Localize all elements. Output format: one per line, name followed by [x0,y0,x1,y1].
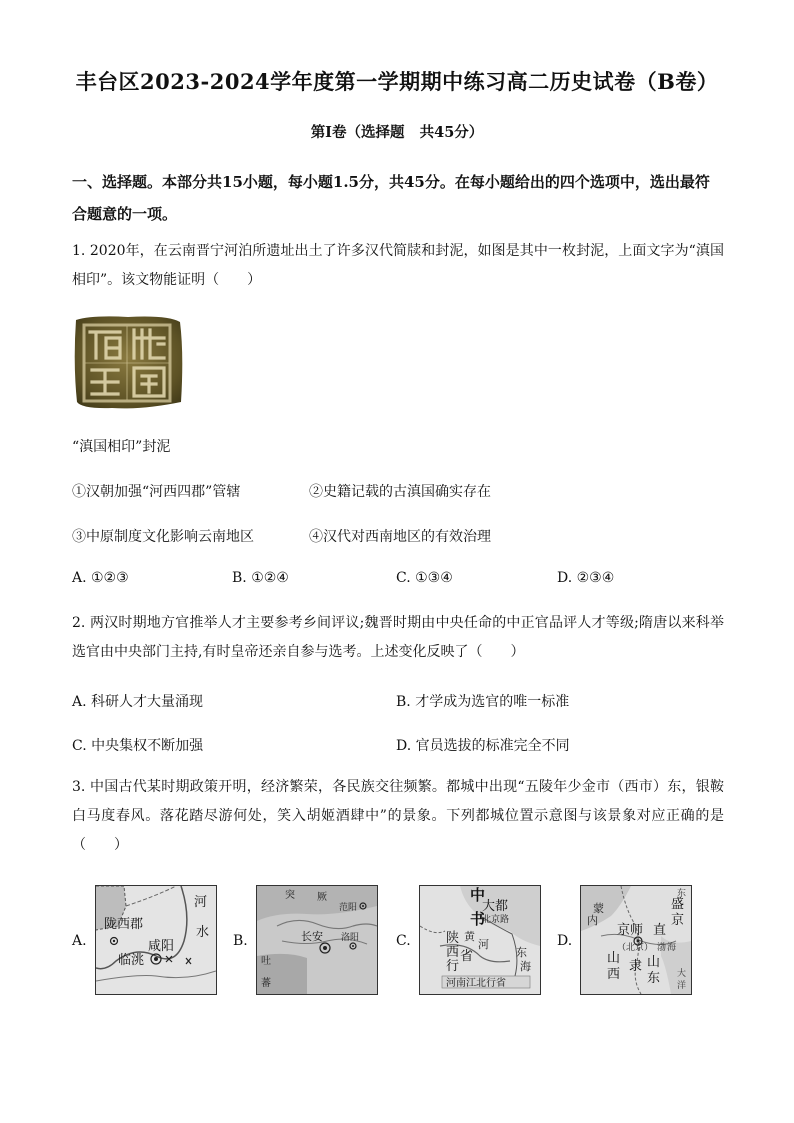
map-d-label: 山 [647,954,661,969]
map-d-label: 西 [607,966,621,981]
map-c-label: 北京路 [482,914,510,924]
map-option-d[interactable] [580,885,692,995]
map-a-label: 陇西郡 [104,916,144,931]
q2-option-b[interactable]: B. 才学成为选官的唯一标准 [396,694,570,710]
map-b-label: 吐 [261,956,271,967]
map-c-label: 西 [446,944,460,959]
question-1-stem: 1. 2020年，在云南晋宁河泊所遗址出土了许多汉代简牍和封泥，如图是其中一枚封泥，上面文字为“滇国相印”。该文物能证明（ ） [72,243,724,288]
map-d-label: 大 [677,968,687,978]
q1-statement-4: ④汉代对西南地区的有效治理 [309,529,491,545]
map-c-label: 行 [446,958,460,973]
map-c-label: 中 [470,887,486,904]
map-c-label: 陕 [446,930,460,945]
map-d-label: 隶 [629,958,643,973]
map-c-label: 大都 [482,898,509,913]
map-b-label: 突 [285,890,295,901]
map-d-label: 京师 [617,922,644,937]
seal-image [72,314,184,411]
map-option-b[interactable] [256,885,378,995]
q3-option-a-letter[interactable]: A. [72,933,87,949]
map-b-label: 长安 [301,931,323,943]
question-2-stem: 2. 两汉时期地方官推举人才主要参考乡间评议;魏晋时期由中央任命的中正官品评人才等级;隋唐以来科举选官由中央部门主持,有时皇帝还亲自参与选考。上述变化反映了（ ） [72,615,724,660]
map-d-label: 渤 [657,942,667,952]
q1-option-b[interactable]: B. ①②④ [232,570,289,586]
q2-option-c[interactable]: C. 中央集权不断加强 [72,738,204,754]
map-d-label: 直 [653,922,667,937]
section-subtitle: 第I卷（选择题 共45分） [310,124,484,141]
q3-option-d-letter[interactable]: D. [557,933,573,949]
map-b-label: 洛阳 [341,932,360,942]
map-a-label: 河 [194,894,208,909]
map-c-label: 海 [520,961,531,973]
q2-option-d[interactable]: D. 官员选拔的标准完全不同 [396,738,570,754]
map-c-label: 东 [516,947,527,959]
map-d-label: 蒙 [593,903,604,915]
map-d-label: 内 [587,915,598,927]
q1-option-a[interactable]: A. ①②③ [72,570,129,586]
map-d-label: 东 [677,888,687,898]
map-d-label: 山 [607,950,621,965]
map-option-a[interactable] [95,885,217,995]
q1-option-c[interactable]: C. ①③④ [396,570,453,586]
map-a-label: 水 [196,924,210,939]
map-c-label: 省 [460,948,474,963]
map-b-label: 范阳 [339,902,358,912]
map-d-label: 京 [671,912,685,927]
map-c-label: 河 [478,939,489,951]
map-d-label: 海 [667,942,677,952]
seal-caption: “滇国相印”封泥 [72,439,171,455]
question-3-stem: 3. 中国古代某时期政策开明，经济繁荣，各民族交往频繁。都城中出现“五陵年少金市（西市）东，银鞍白马度春风。落花踏尽游何处，笑入胡姬酒肆中”的景象。下列都城位置示意图与该景象对应正确的是（ ） [72,779,724,853]
map-d-label: 东 [647,970,661,985]
map-c-label: 书 [470,911,486,928]
map-a-label: 临洮 [118,952,145,967]
map-option-c[interactable] [419,885,541,995]
map-d-label: （北京） [617,942,654,952]
map-a-label: 咸阳 [148,938,175,953]
q1-statement-1: ①汉朝加强“河西四郡”管辖 [72,484,241,500]
section-instructions: 一、选择题。本部分共15小题，每小题1.5分，共45分。在每小题给出的四个选项中，选出最符合题意的一项。 [72,173,710,223]
map-b-label: 厥 [317,892,327,903]
q3-option-c-letter[interactable]: C. [396,933,411,949]
map-d-label: 盛 [671,896,685,911]
map-c-label: 黄 [464,931,475,943]
q1-statement-3: ③中原制度文化影响云南地区 [72,529,254,545]
q1-option-d[interactable]: D. ②③④ [557,570,615,586]
page-title: 丰台区2023-2024学年度第一学期期中练习高二历史试卷（B卷） [75,69,719,94]
map-c-label: 河南江北行省 [446,978,506,989]
q2-option-a[interactable]: A. 科研人才大量涌现 [72,694,204,710]
q3-option-b-letter[interactable]: B. [233,933,248,949]
map-d-label: 洋 [677,980,687,990]
map-b-label: 蕃 [261,978,271,989]
q1-statement-2: ②史籍记载的古滇国确实存在 [309,484,491,500]
